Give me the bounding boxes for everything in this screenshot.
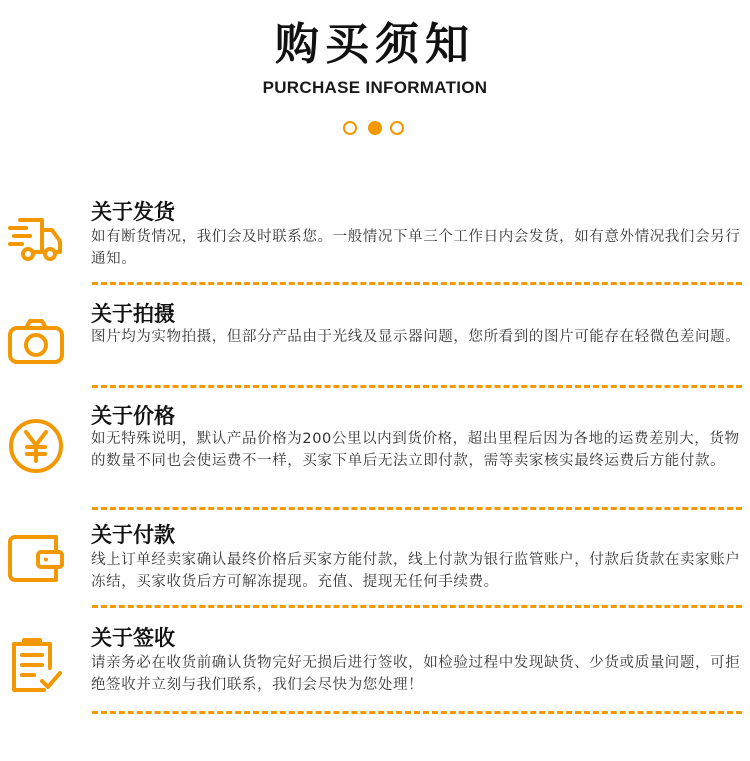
delivery-truck-icon bbox=[6, 210, 66, 270]
yen-coin-icon bbox=[6, 416, 66, 476]
dot-outline-left bbox=[343, 121, 357, 135]
section-title: 关于付款 bbox=[91, 523, 175, 547]
section-title: 关于拍摄 bbox=[91, 302, 175, 326]
page-title: 购买须知 bbox=[275, 19, 475, 70]
section-text: 线上订单经卖家确认最终价格后买家方能付款，线上付款为银行监管账户，付款后货款在卖家账户冻结，买家收货后方可解冻提现。充值、提现无任何手续费。 bbox=[91, 552, 741, 590]
section-divider bbox=[92, 605, 742, 608]
section-text: 图片均为实物拍摄，但部分产品由于光线及显示器问题，您所看到的图片可能存在轻微色差问题。 bbox=[91, 329, 741, 345]
checklist-icon bbox=[6, 638, 66, 698]
section-title: 关于发货 bbox=[91, 200, 175, 224]
section-text: 如有断货情况，我们会及时联系您。一般情况下单三个工作日内会发货，如有意外情况我们会另行通知。 bbox=[91, 229, 741, 267]
section-text: 请亲务必在收货前确认货物完好无损后进行签收，如检验过程中发现缺货、少货或质量问题，可拒绝签收并立刻与我们联系，我们会尽快为您处理！ bbox=[91, 655, 741, 693]
decorative-dots bbox=[343, 120, 407, 136]
section-divider bbox=[92, 507, 742, 510]
section-divider bbox=[92, 385, 742, 388]
section-text: 如无特殊说明，默认产品价格为200公里以内到货价格，超出里程后因为各地的运费差别大，货物的数量不同也会使运费不一样，买家下单后无法立即付款，需等卖家核实最终运费后方能付款。 bbox=[91, 431, 740, 469]
dot-filled-center bbox=[368, 121, 382, 135]
section-title: 关于签收 bbox=[91, 626, 175, 650]
dot-outline-right bbox=[390, 121, 404, 135]
page-subtitle: PURCHASE INFORMATION bbox=[262, 78, 488, 97]
section-divider bbox=[92, 711, 742, 714]
section-divider bbox=[92, 282, 742, 285]
section-title: 关于价格 bbox=[91, 404, 175, 428]
camera-icon bbox=[6, 312, 66, 372]
wallet-icon bbox=[6, 529, 66, 589]
